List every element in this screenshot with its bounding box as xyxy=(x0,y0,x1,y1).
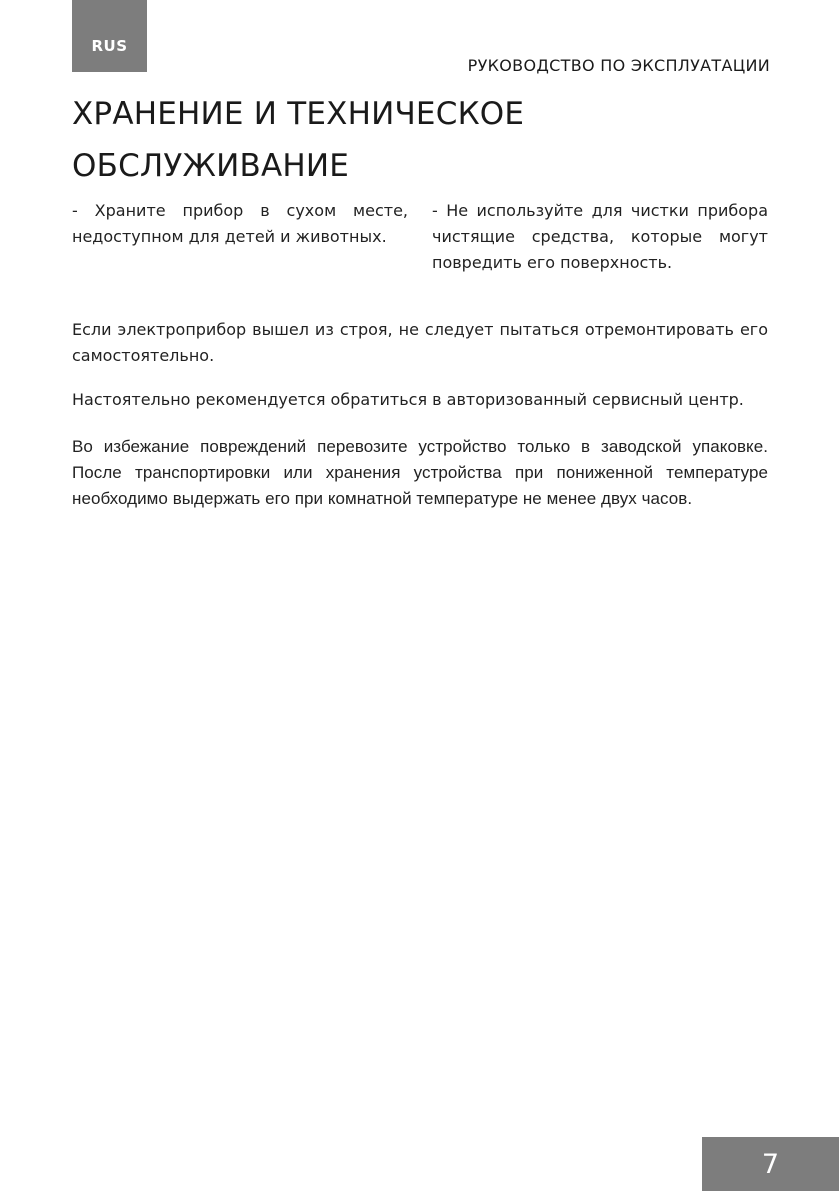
paragraph-repair: Если электроприбор вышел из строя, не следует пытаться отремонтировать его самостоятельно. xyxy=(72,320,768,365)
running-header: РУКОВОДСТВО ПО ЭКСПЛУАТАЦИИ xyxy=(467,56,770,75)
section-title-line-2: ОБСЛУЖИВАНИЕ xyxy=(72,148,350,184)
language-tab xyxy=(72,0,147,72)
language-tab-label: RUS xyxy=(91,37,128,55)
section-title xyxy=(72,88,772,192)
section-title-line-1: ХРАНЕНИЕ И ТЕХНИЧЕСКОЕ xyxy=(72,96,525,132)
page-number: 7 xyxy=(761,1148,779,1180)
bullet-item-storage: - Храните прибор в сухом месте, недоступном для детей и животных. xyxy=(72,201,408,246)
paragraph-transport: Во избежание повреждений перевозите устройство только в заводской упаковке. После транспортировки или хранения устройства при пониженной температуре необходимо выдержать его при комнатной температуре не менее двух часов. xyxy=(72,437,768,508)
bullet-item-cleaning: - Не используйте для чистки прибора чистящие средства, которые могут повредить его поверхность. xyxy=(432,201,768,272)
bullet-columns xyxy=(72,198,768,276)
page-number-box xyxy=(702,1137,839,1191)
paragraph-service-center: Настоятельно рекомендуется обратиться в авторизованный сервисный центр. xyxy=(72,390,744,409)
